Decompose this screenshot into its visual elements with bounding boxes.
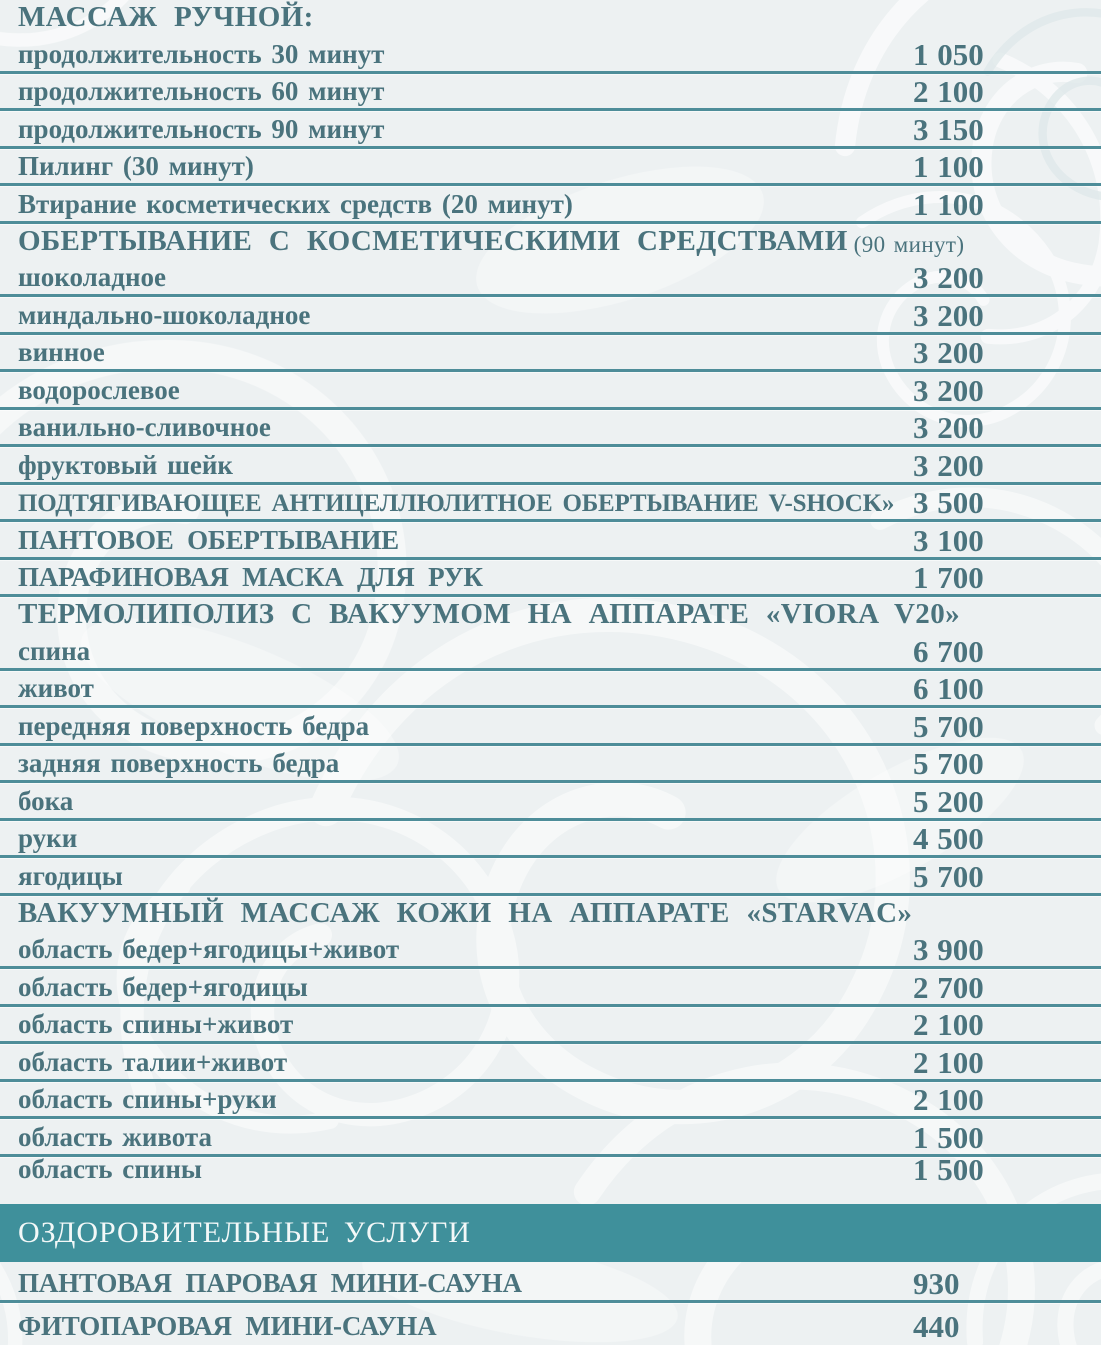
service-label: руки [18,823,78,853]
table-row [0,932,1101,970]
service-label: Пилинг (30 минут) [18,151,254,181]
service-price: 4 500 [913,821,984,856]
service-label: спина [18,635,91,666]
service-price: 5 700 [913,746,984,781]
service-label: винное [18,337,105,367]
table-row [0,485,1101,523]
table-row [0,1119,1101,1157]
table-row [0,671,1101,709]
service-price: 3 200 [913,260,984,295]
service-label: задняя поверхность бедра [18,748,340,778]
service-price: 2 700 [913,969,984,1005]
service-price: 1 050 [913,36,984,72]
service-price: 1 100 [913,186,984,222]
section-header [0,0,1101,36]
table-row [0,74,1101,112]
table-row [0,858,1101,896]
service-price: 6 700 [913,633,984,669]
service-price: 3 200 [913,447,984,483]
service-price: 1 500 [913,1151,984,1187]
service-price: 3 150 [913,111,984,147]
service-price: 2 100 [913,74,984,109]
service-label: ванильно-сливочное [18,412,271,442]
service-price: 1 500 [913,1119,984,1155]
service-label: ФИТОПАРОВАЯ МИНИ-САУНА [18,1310,437,1341]
service-label: продолжительность 60 минут [18,76,385,106]
table-row [0,1044,1101,1082]
section-title: ТЕРМОЛИПОЛИЗ С ВАКУУМОМ НА АППАРАТЕ «VIORA V20» [18,598,961,630]
section-title: ОБЕРТЫВАНИЕ С КОСМЕТИЧЕСКИМИ СРЕДСТВАМИ [18,224,848,257]
service-price: 3 200 [913,297,984,333]
table-row [0,410,1101,448]
service-label: Втирание косметических средств (20 минут) [18,188,573,219]
service-label: передняя поверхность бедра [18,710,370,741]
table-row [0,186,1101,224]
table-row [0,36,1101,74]
table-row [0,783,1101,821]
service-label: водорослевое [18,374,180,405]
table-row [0,372,1101,410]
service-label: область спины+руки [18,1084,277,1114]
service-label: ПАНТОВОЕ ОБЕРТЫВАНИЕ [18,524,399,555]
service-price: 3 200 [913,410,984,445]
service-label: область спины+живот [18,1009,294,1039]
service-price: 2 100 [913,1082,984,1117]
table-row [0,522,1101,560]
service-label: область талии+живот [18,1046,288,1077]
service-label: ПАРАФИНОВАЯ МАСКА ДЛЯ РУК [18,562,483,592]
service-label: область бедер+ягодицы+живот [18,934,400,964]
table-row [0,560,1101,598]
service-label: продолжительность 30 минут [18,38,385,69]
table-row [0,149,1101,187]
service-price: 5 200 [913,783,984,819]
service-label: ягодицы [18,860,123,891]
service-label: миндально-шоколадное [18,299,311,330]
table-row [0,1082,1101,1120]
table-row [0,821,1101,859]
service-label: область живота [18,1121,213,1152]
service-price: 1 100 [913,149,984,184]
service-price: 3 100 [913,522,984,558]
band-title: ОЗДОРОВИТЕЛЬНЫЕ УСЛУГИ [18,1215,471,1249]
table-row [0,111,1101,149]
service-label: живот [18,673,94,703]
service-price: 6 100 [913,671,984,706]
table-row [0,1262,1101,1303]
section-duration-note: (90 минут) [853,231,965,257]
service-price: 5 700 [913,858,984,894]
table-row [0,708,1101,746]
service-price: 2 100 [913,1007,984,1042]
service-label: ПАНТОВАЯ ПАРОВАЯ МИНИ-САУНА [18,1267,522,1298]
service-label: шоколадное [18,262,166,292]
table-row [0,633,1101,671]
section-band [0,1204,1101,1262]
section-header [0,597,1101,633]
service-price: 3 200 [913,372,984,408]
service-price: 5 700 [913,708,984,744]
section-header [0,896,1101,932]
service-label: область спины [18,1153,202,1184]
table-row [0,447,1101,485]
section-title: ВАКУУМНЫЙ МАССАЖ КОЖИ НА АППАРАТЕ «STARVAC» [18,896,913,929]
table-row [0,1151,1101,1188]
service-price: 440 [913,1308,960,1344]
service-price: 1 700 [913,560,984,595]
table-row [0,1303,1101,1343]
table-row [0,1007,1101,1045]
service-price: 3 900 [913,932,984,967]
service-label: область бедер+ягодицы [18,971,308,1002]
table-row [0,297,1101,335]
section-title: МАССАЖ РУЧНОЙ: [18,1,314,33]
service-label: фруктовый шейк [18,449,233,480]
service-price: 3 200 [913,335,984,370]
service-price: 3 500 [913,485,984,520]
service-price: 930 [913,1265,960,1301]
section-header [0,224,1101,260]
service-label: ПОДТЯГИВАЮЩЕЕ АНТИЦЕЛЛЮЛИТНОЕ ОБЕРТЫВАНИЕ V-SHOCK» [18,490,895,517]
service-label: бока [18,785,74,816]
table-row [0,969,1101,1007]
table-row [0,260,1101,298]
service-price: 2 100 [913,1044,984,1080]
table-row [0,746,1101,784]
service-label: продолжительность 90 минут [18,113,385,144]
table-row [0,335,1101,373]
